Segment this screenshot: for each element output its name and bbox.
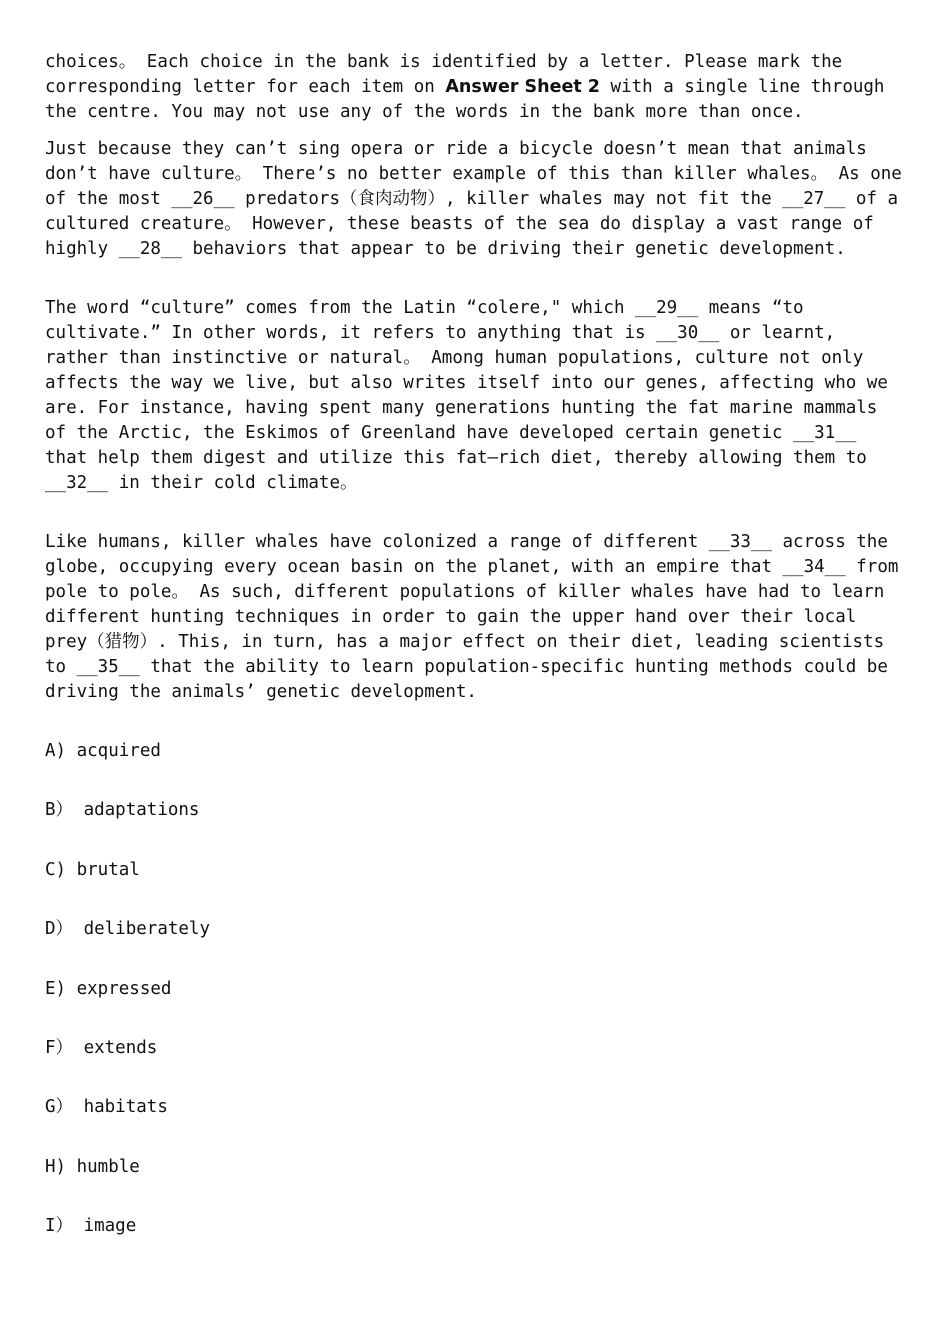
passage-paragraph-3: Like humans, killer whales have colonized a range of different __33__ across the globe, occupying every ocean basin on the planet, with an empire that __34__ from pole to pole。 As such, different populations of killer whales have had to learn different hunting techniques in order to gain the upper hand over their local prey（猎物）. This, in turn, has a major effect on their diet, leading scientists to __35__ that the ability to learn population-specific hunting methods could be driving the animals’ genetic development.	[45, 532, 899, 702]
document-page	[45, 50, 905, 1274]
instructions-text-start: choices。 Each choice in the bank is identified by a letter. Please mark the corresponding letter for each item on	[45, 52, 843, 97]
answer-sheet-label: Answer Sheet 2	[445, 77, 600, 97]
word-bank-list	[45, 739, 905, 1239]
passage-paragraph-1: Just because they can’t sing opera or ride a bicycle doesn’t mean that animals don’t have culture。 There’s no better example of this than killer whales。 As one of the most __26__ predators（食肉动物）, killer whales may not fit the __27__ of a cultured creature。 However, these beasts of the sea do display a vast range of highly __28__ behaviors that appear to be driving their genetic development.	[45, 139, 902, 259]
word-bank-option-g: G） habitats	[45, 1097, 168, 1118]
word-bank-option-d: D） deliberately	[45, 919, 211, 940]
word-bank-option-e: E) expressed	[45, 978, 172, 999]
instructions-paragraph	[45, 50, 905, 125]
word-bank-option-i: I） image	[45, 1216, 137, 1237]
word-bank-option-h: H) humble	[45, 1156, 140, 1177]
word-bank-option-f: F） extends	[45, 1037, 158, 1058]
word-bank-option-b: B） adaptations	[45, 800, 200, 821]
word-bank-option-c: C) brutal	[45, 859, 140, 880]
passage-paragraph-2: The word “culture” comes from the Latin “colere," which __29__ means “to cultivate.” In other words, it refers to anything that is __30__ or learnt, rather than instinctive or natural。 Among human populations, culture not only affects the way we live, but also writes itself into our genes, affecting who we are. For instance, having spent many generations hunting the fat marine mammals of the Arctic, the Eskimos of Greenland have developed certain genetic __31__ that help them digest and utilize this fat—rich diet, thereby allowing them to __32__ in their cold climate。	[45, 298, 888, 493]
instructions-text-end: with a single line through the centre. You may not use any of the words in the bank more than once.	[45, 77, 885, 122]
word-bank-option-a: A) acquired	[45, 741, 161, 761]
